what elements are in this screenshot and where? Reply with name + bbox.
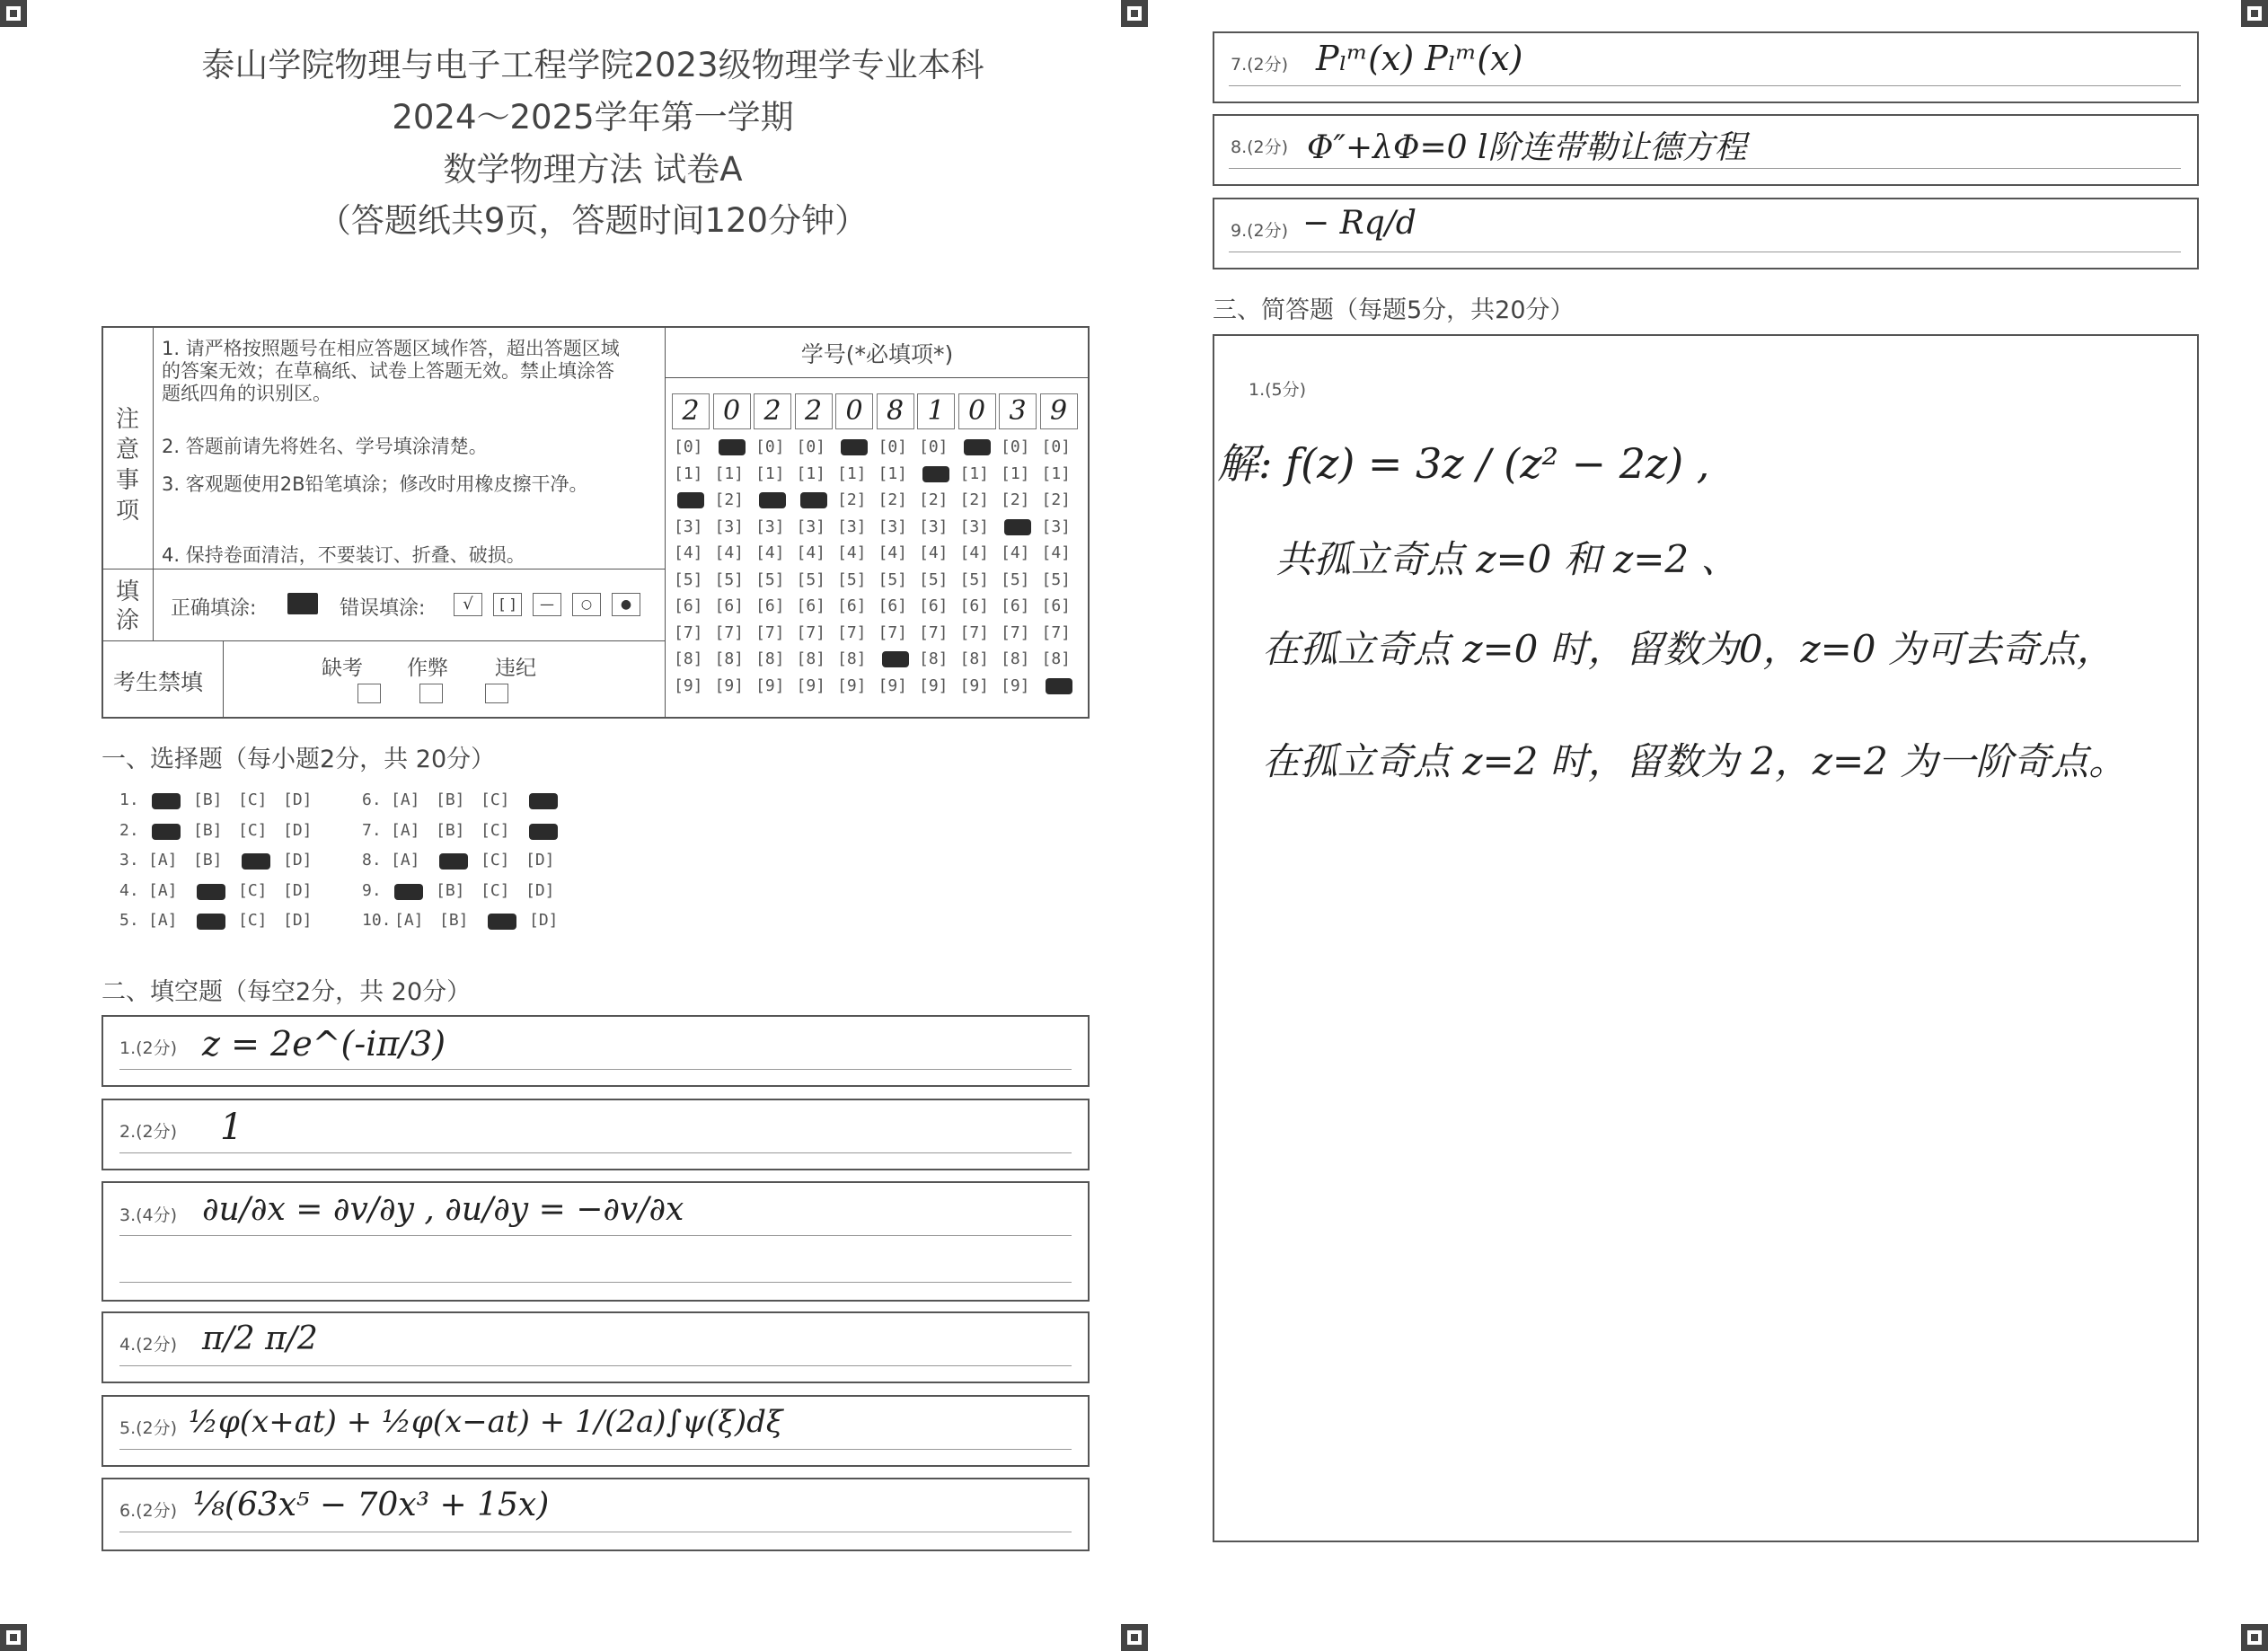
choice-question-number: 10. [362,911,392,930]
fill-answer-3: ∂u/∂x = ∂v/∂y , ∂u/∂y = −∂v/∂x [202,1191,684,1228]
fill-label-7: 7.(2分) [1231,55,1289,75]
student-id-bubble[interactable]: [9] [674,675,703,695]
student-id-bubble[interactable]: [1] [837,464,867,483]
choice-bubble[interactable]: [A] [391,851,420,870]
student-id-bubble[interactable]: [4] [755,543,785,562]
student-id-bubble[interactable]: [5] [714,569,745,589]
choice-bubble[interactable]: [D] [283,911,313,930]
choice-bubble[interactable]: [C] [238,911,268,930]
choice-bubble[interactable]: [C] [481,790,510,809]
student-id-bubble[interactable]: [1] [1001,464,1030,483]
student-id-bubble[interactable]: [1] [755,464,785,483]
student-id-bubble[interactable]: [5] [674,569,703,589]
fill-answer-6: ⅛(63x⁵ − 70x³ + 15x) [193,1487,550,1523]
choice-bubble[interactable]: [D] [525,880,555,900]
student-id-bubble[interactable]: [9] [796,675,826,695]
student-id-digit-7: 1 [917,393,955,429]
notice-label: 注意事项 [115,406,139,525]
corner-marker-top-middle [1121,0,1148,27]
student-id-bubble[interactable]: [9] [919,675,949,695]
short-section-title: 三、简答题（每题5分，共20分） [1213,296,1575,324]
fill-answer-2: 1 [220,1107,243,1148]
short-answer-line-4: 在孤立奇点 z=2 时，留数为 2，z=2 为一阶奇点。 [1262,739,2127,783]
student-id-bubble[interactable]: [6] [919,596,949,615]
fill-answer-7: Pₗᵐ(x) Pₗᵐ(x) [1316,39,1523,78]
student-id-bubble-filled[interactable] [759,492,786,508]
student-id-bubble-filled[interactable] [841,439,868,455]
exam-title-line-2: 2024～2025学年第一学期 [392,98,794,137]
banned-cheat-label: 作弊 [407,657,448,680]
student-id-bubble[interactable]: [7] [878,622,908,642]
fill-label-3: 3.(4分) [119,1205,178,1225]
student-id-bubble[interactable]: [7] [959,622,990,642]
student-id-digit-6: 8 [877,393,914,429]
fill-answer-9: − Rq/d [1302,205,1416,242]
corner-marker-bottom-left [0,1624,27,1651]
choice-section-title: 一、选择题（每小题2分，共 20分） [101,746,496,773]
choice-bubble[interactable]: [A] [148,911,178,930]
student-id-digit-1: 2 [672,393,710,429]
choice-question-number: 4. [119,880,139,900]
fill-answer-8: Φ″+λΦ=0 l阶连带勒让德方程 [1307,129,1747,166]
choice-bubble[interactable]: [D] [283,851,313,870]
student-id-bubble[interactable]: [8] [714,649,745,668]
student-id-bubble[interactable]: [4] [919,543,949,562]
choice-bubble[interactable]: [B] [193,820,223,840]
fill-section-title: 二、填空题（每空2分，共 20分） [101,978,472,1006]
fill-answer-1: z = 2e^(-iπ/3) [202,1024,446,1064]
student-id-bubble[interactable]: [7] [796,622,826,642]
short-answer-line-1: 解: f(z) = 3z / (z² − 2z) , [1217,439,1710,488]
student-id-bubble[interactable]: [4] [1041,543,1072,562]
choice-bubble[interactable]: [A] [391,790,420,809]
student-id-bubble[interactable]: [4] [837,543,867,562]
choice-question-number: 3. [119,851,139,870]
student-id-bubble[interactable]: [2] [1001,490,1030,509]
student-id-bubble[interactable]: [6] [674,596,703,615]
banned-violation-label: 违纪 [495,657,536,680]
choice-bubble-filled[interactable] [197,884,225,900]
fill-label-5: 5.(2分) [119,1418,178,1438]
choice-bubble-filled[interactable] [152,793,181,809]
choice-bubble-filled[interactable] [529,824,558,840]
notice-item-2: 2. 答题前请先将姓名、学号填涂清楚。 [162,436,488,457]
student-id-bubble[interactable]: [5] [878,569,908,589]
choice-bubble-filled[interactable] [394,884,423,900]
choice-bubble[interactable]: [D] [525,851,555,870]
student-id-bubble[interactable]: [5] [796,569,826,589]
notice-item-3: 3. 客观题使用2B铅笔填涂；修改时用橡皮擦干净。 [162,473,588,495]
student-id-bubble[interactable]: [1] [1041,464,1072,483]
choice-question-number: 1. [119,790,139,809]
fill-label-4: 4.(2分) [119,1335,178,1355]
corner-marker-top-right [2241,0,2268,27]
fill-label-6: 6.(2分) [119,1501,178,1521]
fill-answer-5: ½φ(x+at) + ½φ(x−at) + 1/(2a)∫ψ(ξ)dξ [189,1404,783,1440]
student-id-bubble[interactable]: [7] [674,622,703,642]
student-id-bubble[interactable]: [5] [1041,569,1072,589]
choice-bubble[interactable]: [A] [391,820,420,840]
choice-bubble[interactable]: [C] [481,851,510,870]
choice-bubble[interactable]: [C] [238,790,268,809]
student-id-bubble[interactable]: [9] [1001,675,1030,695]
student-id-bubble[interactable]: [2] [714,490,745,509]
student-id-bubble[interactable]: [3] [714,516,745,536]
student-id-bubble[interactable]: [3] [878,516,908,536]
notice-item-1: 1. 请严格按照题号在相应答题区域作答，超出答题区域的答案无效；在草稿纸、试卷上答题无效。禁止填涂答题纸四角的识别区。 [162,338,620,404]
student-id-digit-10: 9 [1040,393,1078,429]
student-id-bubble[interactable]: [1] [674,464,703,483]
student-id-bubble[interactable]: [0] [1001,437,1030,456]
student-id-digit-9: 3 [999,393,1037,429]
exam-title-line-3: 数学物理方法 试卷A [443,150,743,189]
student-id-bubble[interactable]: [1] [878,464,908,483]
student-id-bubble[interactable]: [1] [959,464,990,483]
fill-answer-box-2 [101,1099,1090,1170]
fill-label: 填涂 [115,578,139,634]
student-id-bubble[interactable]: [0] [1041,437,1072,456]
student-id-bubble[interactable]: [0] [674,437,703,456]
fill-label-2: 2.(2分) [119,1122,178,1142]
choice-bubble[interactable]: [B] [193,790,223,809]
student-id-bubble[interactable]: [7] [837,622,867,642]
choice-bubble-filled[interactable] [197,914,225,930]
student-id-bubble[interactable]: [8] [796,649,826,668]
fill-label-1: 1.(2分) [119,1038,178,1058]
correct-fill-label: 正确填涂: [171,597,257,620]
student-id-title: 学号(*必填项*) [800,341,954,367]
student-id-bubble[interactable]: [7] [1001,622,1030,642]
student-id-bubble[interactable]: [0] [919,437,949,456]
choice-bubble[interactable]: [C] [481,820,510,840]
student-id-bubble[interactable]: [4] [878,543,908,562]
choice-bubble[interactable]: [C] [238,880,268,900]
choice-bubble[interactable]: [B] [436,790,465,809]
notice-item-4: 4. 保持卷面清洁，不要装订、折叠、破损。 [162,544,525,566]
student-id-bubble[interactable]: [1] [714,464,745,483]
student-id-bubble[interactable]: [6] [796,596,826,615]
student-id-bubble[interactable]: [6] [878,596,908,615]
student-id-bubble[interactable]: [6] [1001,596,1030,615]
student-id-bubble[interactable]: [9] [837,675,867,695]
choice-bubble[interactable]: [B] [193,851,223,870]
student-id-bubble[interactable]: [8] [755,649,785,668]
student-id-bubble-filled[interactable] [800,492,827,508]
choice-bubble[interactable]: [C] [481,880,510,900]
student-id-bubble[interactable]: [1] [796,464,826,483]
student-id-bubble[interactable]: [2] [919,490,949,509]
choice-bubble-filled[interactable] [152,824,181,840]
exam-title-line-1: 泰山学院物理与电子工程学院2023级物理学专业本科 [201,46,984,84]
student-id-bubble[interactable]: [3] [674,516,703,536]
banned-absent-checkbox[interactable] [357,684,381,703]
student-id-bubble[interactable]: [0] [796,437,826,456]
student-id-bubble[interactable]: [7] [755,622,785,642]
student-id-bubble[interactable]: [3] [919,516,949,536]
student-id-bubble-filled[interactable] [922,466,949,482]
student-id-bubble[interactable]: [9] [714,675,745,695]
student-id-bubble[interactable]: [3] [1041,516,1072,536]
student-id-bubble-filled[interactable] [1004,519,1031,535]
student-id-bubble[interactable]: [2] [837,490,867,509]
choice-bubble[interactable]: [A] [148,851,178,870]
student-id-bubble[interactable]: [2] [1041,490,1072,509]
choice-question-number: 5. [119,911,139,930]
student-id-bubble[interactable]: [4] [714,543,745,562]
choice-question-number: 9. [362,880,382,900]
choice-bubble[interactable]: [A] [394,911,424,930]
choice-bubble[interactable]: [B] [436,820,465,840]
short-label-1: 1.(5分) [1249,380,1307,400]
fill-label-9: 9.(2分) [1231,221,1289,241]
student-id-bubble[interactable]: [3] [796,516,826,536]
student-id-bubble[interactable]: [6] [714,596,745,615]
student-id-bubble[interactable]: [9] [878,675,908,695]
student-id-bubble[interactable]: [8] [959,649,990,668]
choice-bubble-filled[interactable] [242,853,270,870]
student-id-bubble[interactable]: [4] [1001,543,1030,562]
choice-bubble[interactable]: [B] [436,880,465,900]
exam-title-line-4: （答题纸共9页，答题时间120分钟） [317,201,869,240]
student-id-bubble[interactable]: [4] [674,543,703,562]
student-id-bubble-filled[interactable] [1046,678,1072,694]
banned-violation-checkbox[interactable] [485,684,508,703]
choice-bubble[interactable]: [C] [238,820,268,840]
choice-bubble-filled[interactable] [529,793,558,809]
student-id-bubble[interactable]: [5] [837,569,867,589]
student-id-bubble[interactable]: [9] [755,675,785,695]
student-id-bubble[interactable]: [0] [878,437,908,456]
choice-question-number: 6. [362,790,382,809]
corner-marker-bottom-right [2241,1624,2268,1651]
student-id-bubble[interactable]: [4] [796,543,826,562]
student-id-bubble[interactable]: [5] [1001,569,1030,589]
short-answer-line-2: 共孤立奇点 z=0 和 z=2 、 [1275,537,1739,581]
student-id-digit-5: 0 [835,393,873,429]
student-id-bubble[interactable]: [6] [837,596,867,615]
student-id-bubble[interactable]: [7] [919,622,949,642]
student-id-bubble-filled[interactable] [964,439,991,455]
student-id-bubble[interactable]: [8] [1041,649,1072,668]
student-id-bubble-filled[interactable] [882,651,909,667]
student-id-bubble[interactable]: [8] [919,649,949,668]
student-id-bubble[interactable]: [6] [959,596,990,615]
choice-bubble[interactable]: [D] [529,911,559,930]
choice-question-number: 8. [362,851,382,870]
student-id-bubble[interactable]: [9] [959,675,990,695]
student-id-digit-4: 2 [795,393,833,429]
student-id-bubble[interactable]: [3] [837,516,867,536]
choice-bubble[interactable]: [D] [283,820,313,840]
choice-question-number: 2. [119,820,139,840]
choice-question-number: 7. [362,820,382,840]
corner-marker-bottom-middle [1121,1624,1148,1651]
student-id-bubble[interactable]: [0] [755,437,785,456]
choice-bubble[interactable]: [A] [148,880,178,900]
student-id-bubble[interactable]: [5] [755,569,785,589]
correct-fill-sample [287,593,318,614]
student-id-digit-3: 2 [754,393,791,429]
student-id-bubble-filled[interactable] [719,439,746,455]
student-id-bubble[interactable]: [6] [755,596,785,615]
choice-bubble[interactable]: [D] [283,790,313,809]
banned-cheat-checkbox[interactable] [419,684,443,703]
student-id-bubble-filled[interactable] [677,492,704,508]
banned-label: 考生禁填 [113,669,204,695]
choice-bubble[interactable]: [B] [439,911,469,930]
student-id-bubble[interactable]: [4] [959,543,990,562]
student-id-bubble[interactable]: [5] [919,569,949,589]
student-id-bubble[interactable]: [3] [959,516,990,536]
fill-label-8: 8.(2分) [1231,137,1289,157]
short-answer-box [1213,334,2199,1542]
wrong-fill-samples: √ [ ] — ○ ● [454,590,653,617]
choice-bubble[interactable]: [D] [283,880,313,900]
student-id-digit-8: 0 [958,393,996,429]
student-id-bubble[interactable]: [8] [837,649,867,668]
choice-bubble-filled[interactable] [439,853,468,870]
student-id-bubble[interactable]: [8] [1001,649,1030,668]
student-id-bubble[interactable]: [2] [878,490,908,509]
fill-answer-4: π/2 π/2 [202,1320,318,1357]
short-answer-line-3: 在孤立奇点 z=0 时，留数为0，z=0 为可去奇点， [1262,627,2114,671]
choice-bubble-filled[interactable] [488,914,516,930]
student-id-bubble[interactable]: [6] [1041,596,1072,615]
wrong-fill-label: 错误填涂: [340,597,426,620]
student-id-bubble[interactable]: [3] [755,516,785,536]
banned-absent-label: 缺考 [322,657,363,680]
student-id-bubble[interactable]: [5] [959,569,990,589]
corner-marker-top-left [0,0,27,27]
student-id-bubble[interactable]: [7] [1041,622,1072,642]
student-id-digit-2: 0 [713,393,751,429]
student-id-bubble[interactable]: [7] [714,622,745,642]
student-id-bubble[interactable]: [2] [959,490,990,509]
student-id-bubble[interactable]: [8] [674,649,703,668]
